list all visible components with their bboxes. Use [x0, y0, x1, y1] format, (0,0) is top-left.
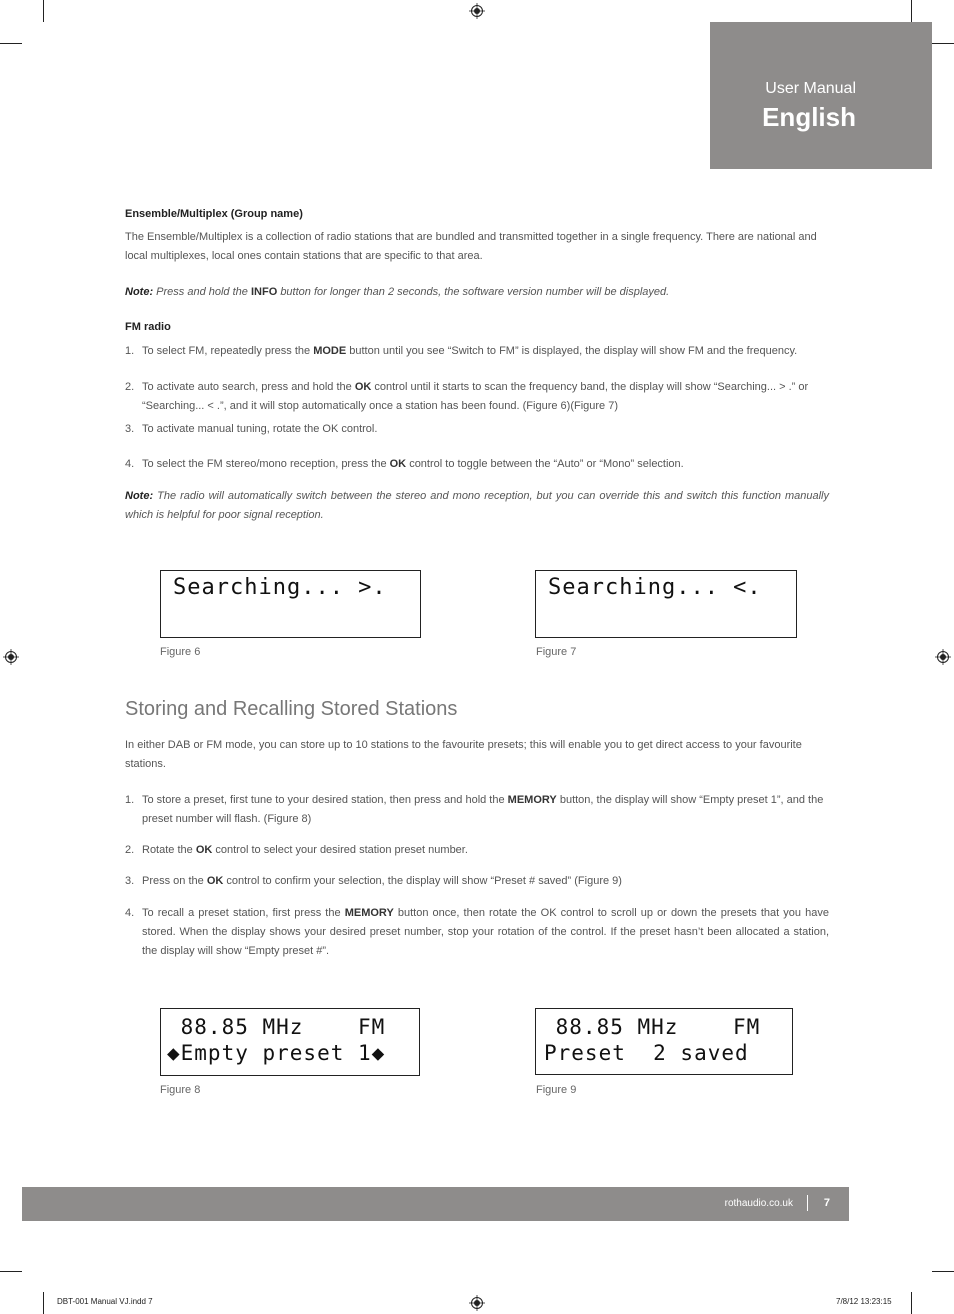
- lcd-display-figure-6: [160, 570, 421, 638]
- slug-datetime: 7/8/12 13:23:15: [836, 1297, 892, 1306]
- main-content: [125, 205, 829, 525]
- slug-filename: DBT-001 Manual VJ.indd 7: [57, 1297, 153, 1306]
- key-info: INFO: [250, 286, 278, 298]
- note-label: Note:: [125, 490, 154, 502]
- lcd-line: Searching... >.: [173, 575, 387, 600]
- registration-mark-icon: [3, 649, 19, 665]
- storing-steps: [125, 791, 829, 961]
- ensemble-heading: Ensemble/Multiplex (Group name): [125, 208, 303, 220]
- list-item: 4. To select the FM stereo/mono reception, press the OK control to toggle between the “Auto” or “Mono” selection.: [125, 458, 684, 470]
- figure-caption: Figure 9: [536, 1084, 577, 1096]
- registration-mark-icon: [469, 3, 485, 19]
- figure-caption: Figure 8: [160, 1084, 201, 1096]
- list-item: 3. To activate manual tuning, rotate the OK control.: [125, 423, 378, 435]
- fm-steps: [125, 342, 829, 474]
- crop-mark: [911, 1292, 912, 1314]
- footer-divider: [807, 1195, 808, 1211]
- note-label: Note:: [125, 286, 154, 298]
- lcd-line: 88.85 MHz FM: [167, 1015, 386, 1039]
- fm-note: Note: The radio will automatically switch between the stereo and mono reception, but you can override this and switch this function manually which is helpful for poor signal reception.: [125, 490, 829, 521]
- lcd-line: ◆Empty preset 1◆: [167, 1041, 386, 1065]
- fm-heading: FM radio: [125, 321, 171, 333]
- lcd-line: Searching... <.: [548, 575, 762, 600]
- crop-mark: [911, 0, 912, 22]
- storing-content: [125, 736, 829, 961]
- ensemble-note: Note: Press and hold the INFO button for longer than 2 seconds, the software version number will be displayed.: [125, 286, 670, 298]
- figure-caption: Figure 7: [536, 646, 577, 658]
- list-item: 3. Press on the OK control to confirm your selection, the display will show “Preset # saved” (Figure 9): [125, 875, 622, 887]
- section-title: Storing and Recalling Stored Stations: [125, 698, 458, 720]
- crop-mark: [0, 43, 22, 44]
- list-item: 1. To store a preset, first tune to your desired station, then press and hold the MEMORY button, the display will show “Empty preset 1”, and the preset number will flash. (Figure 8): [125, 794, 824, 825]
- crop-mark: [932, 43, 954, 44]
- header-subtitle: User Manual: [765, 80, 856, 97]
- lcd-line: 88.85 MHz FM: [542, 1015, 761, 1039]
- footer-bar: [22, 1187, 849, 1221]
- crop-mark: [932, 1271, 954, 1272]
- ensemble-body: The Ensemble/Multiplex is a collection of radio stations that are bundled and transmitted together in a single frequency. There are national and local multiplexes, local ones contain stations that are specific to that area.: [125, 231, 817, 262]
- lcd-line: Preset 2 saved: [544, 1041, 749, 1065]
- page-number: 7: [823, 1197, 830, 1209]
- figure-caption: Figure 6: [160, 646, 201, 658]
- crop-mark: [43, 0, 44, 22]
- header-title: English: [762, 102, 856, 132]
- list-item: 4. To recall a preset station, first press the MEMORY button once, then rotate the OK control to scroll up or down the presets that you have stored. When the display shows your desired preset number, stop your rotation of the control. If the preset hasn’t been allocated a station, the display will show “Empty preset #”.: [125, 907, 829, 957]
- language-header-box: [710, 22, 932, 169]
- crop-mark: [43, 1292, 44, 1314]
- registration-mark-icon: [469, 1295, 485, 1311]
- list-item: 2. To activate auto search, press and hold the OK control until it starts to scan the frequency band, the display will show “Searching... > .” or “Searching... < .”, and it will stop automatically once a station has been found. (Figure 6)(Figure 7): [125, 381, 809, 412]
- lcd-display-figure-9: [535, 1008, 793, 1075]
- lcd-display-figure-8: [160, 1008, 420, 1076]
- list-item: 2. Rotate the OK control to select your desired station preset number.: [125, 844, 468, 856]
- storing-intro: In either DAB or FM mode, you can store up to 10 stations to the favourite presets; this will enable you to get direct access to your favourite stations.: [125, 739, 802, 770]
- lcd-display-figure-7: [535, 570, 797, 638]
- footer-url[interactable]: rothaudio.co.uk: [724, 1198, 793, 1209]
- crop-mark: [0, 1271, 22, 1272]
- registration-mark-icon: [935, 649, 951, 665]
- list-item: 1. To select FM, repeatedly press the MODE button until you see “Switch to FM” is displayed, the display will show FM and the frequency.: [125, 345, 798, 357]
